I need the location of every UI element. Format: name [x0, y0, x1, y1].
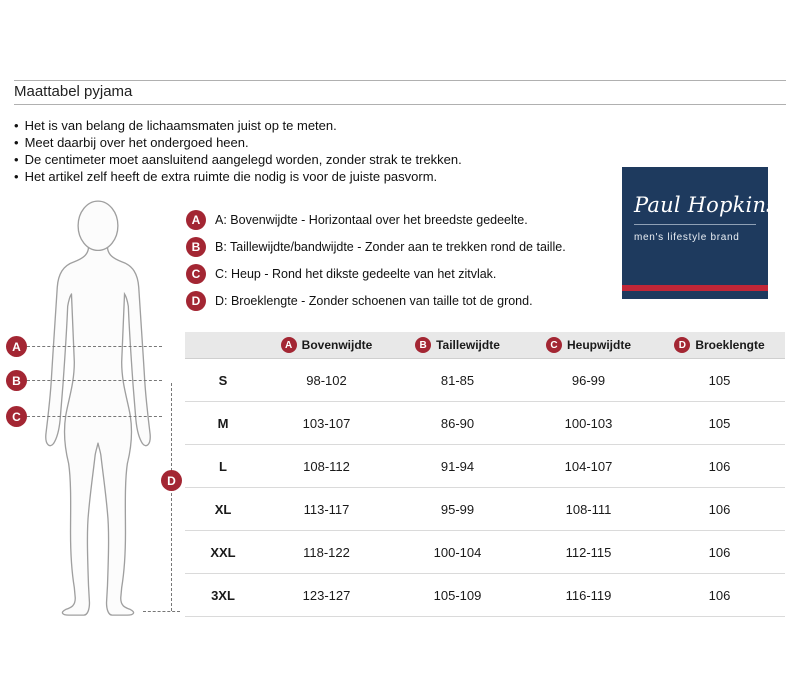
title-divider-top: [14, 80, 786, 81]
size-label: S: [218, 372, 228, 388]
value-cell-broeklengte: 105: [708, 415, 731, 431]
head-outline: [78, 201, 118, 250]
value-cell-heupwijdte: 116-119: [565, 587, 612, 603]
measure-line-a: [27, 346, 162, 347]
legend-text: C: Heup - Rond het dikste gedeelte van het zitvlak.: [215, 266, 497, 281]
measurement-legend: [186, 206, 566, 314]
value-cell-broeklengte: 106: [708, 587, 731, 603]
table-row: [185, 359, 785, 402]
measure-badge: C: [546, 337, 562, 353]
column-label: Taillewijdte: [436, 338, 500, 352]
value-cell-heupwijdte: 108-111: [565, 501, 612, 517]
brand-logo: [622, 167, 787, 299]
size-label: XXL: [210, 544, 236, 560]
measure-badge: D: [674, 337, 690, 353]
measure-line-b: [27, 380, 162, 381]
measure-badge: D: [186, 291, 206, 311]
column-header: [261, 337, 392, 353]
legend-item: [186, 233, 566, 260]
brand-name: [622, 167, 787, 217]
bullet-marker: •: [14, 169, 19, 184]
value-cell-bovenwijdte: 123-127: [302, 587, 351, 603]
body-outline: [46, 247, 150, 616]
instruction-item: [14, 117, 462, 134]
measuring-instructions: [14, 117, 462, 185]
legend-item: [186, 206, 566, 233]
instruction-text: Het is van belang de lichaamsmaten juist op te meten.: [24, 118, 337, 133]
column-label: Broeklengte: [695, 338, 765, 352]
figure-marker-a: A: [6, 336, 27, 357]
legend-item: [186, 260, 566, 287]
measure-line-d-ground: [143, 611, 180, 612]
value-cell-broeklengte: 106: [708, 544, 731, 560]
body-figure: [8, 198, 188, 622]
figure-marker-c: C: [6, 406, 27, 427]
value-cell-taillewijdte: 100-104: [433, 544, 482, 560]
column-label: Heupwijdte: [566, 338, 631, 352]
measure-badge: A: [186, 210, 206, 230]
instruction-item: [14, 151, 462, 168]
measure-badge: A: [281, 337, 297, 353]
value-cell-bovenwijdte: 108-112: [303, 458, 350, 474]
value-cell-taillewijdte: 81-85: [440, 372, 475, 388]
measure-badge: B: [415, 337, 431, 353]
figure-marker-b: B: [6, 370, 27, 391]
value-cell-broeklengte: 106: [708, 458, 731, 474]
instruction-item: [14, 168, 462, 185]
instruction-text: Het artikel zelf heeft de extra ruimte die nodig is voor de juiste pasvorm.: [24, 169, 438, 184]
instruction-item: [14, 134, 462, 151]
legend-item: [186, 287, 566, 314]
size-label: XL: [214, 501, 232, 517]
column-header: [523, 337, 654, 353]
measure-line-c: [27, 416, 162, 417]
size-label: M: [217, 415, 229, 431]
measure-line-d: [171, 383, 172, 611]
legend-text: B: Taillewijdte/bandwijdte - Zonder aan te trekken rond de taille.: [215, 239, 566, 254]
legend-text: A: Bovenwijdte - Horizontaal over het breedste gedeelte.: [215, 212, 528, 227]
bullet-marker: •: [14, 118, 19, 133]
column-header: [654, 337, 785, 353]
instruction-text: De centimeter moet aansluitend aangelegd worden, zonder strak te trekken.: [24, 152, 462, 167]
table-row: [185, 531, 785, 574]
value-cell-bovenwijdte: 118-122: [303, 544, 350, 560]
size-table: [185, 332, 785, 617]
table-row: [185, 574, 785, 617]
value-cell-broeklengte: 106: [708, 501, 731, 517]
value-cell-bovenwijdte: 103-107: [302, 415, 351, 431]
value-cell-heupwijdte: 104-107: [564, 458, 613, 474]
value-cell-taillewijdte: 86-90: [440, 415, 475, 431]
brand-name-text: Paul Hopkins: [634, 193, 778, 217]
value-cell-bovenwijdte: 98-102: [306, 372, 347, 388]
bullet-marker: •: [14, 152, 19, 167]
value-cell-broeklengte: 105: [708, 372, 731, 388]
size-table-body: [185, 359, 785, 617]
page-title: Maattabel pyjama: [14, 83, 133, 100]
size-table-header: [185, 332, 785, 359]
brand-tagline: men's lifestyle brand: [634, 232, 740, 243]
value-cell-heupwijdte: 100-103: [564, 415, 613, 431]
title-divider-bottom: [14, 104, 786, 105]
measure-badge: B: [186, 237, 206, 257]
table-row: [185, 488, 785, 531]
value-cell-heupwijdte: 112-115: [565, 544, 612, 560]
figure-marker-d: D: [161, 470, 182, 491]
value-cell-taillewijdte: 91-94: [440, 458, 475, 474]
registered-mark: ®: [778, 197, 787, 206]
value-cell-taillewijdte: 105-109: [433, 587, 482, 603]
size-label: 3XL: [211, 587, 235, 603]
bullet-marker: •: [14, 135, 19, 150]
value-cell-bovenwijdte: 113-117: [303, 501, 350, 517]
logo-accent-stripe: [622, 285, 768, 291]
legend-text: D: Broeklengte - Zonder schoenen van taille tot de grond.: [215, 293, 533, 308]
instruction-text: Meet daarbij over het ondergoed heen.: [24, 135, 249, 150]
value-cell-heupwijdte: 96-99: [571, 372, 606, 388]
value-cell-taillewijdte: 95-99: [440, 501, 475, 517]
column-header: [392, 337, 523, 353]
table-row: [185, 402, 785, 445]
column-label: Bovenwijdte: [301, 338, 373, 352]
size-label: L: [219, 458, 227, 474]
table-row: [185, 445, 785, 488]
measure-badge: C: [186, 264, 206, 284]
